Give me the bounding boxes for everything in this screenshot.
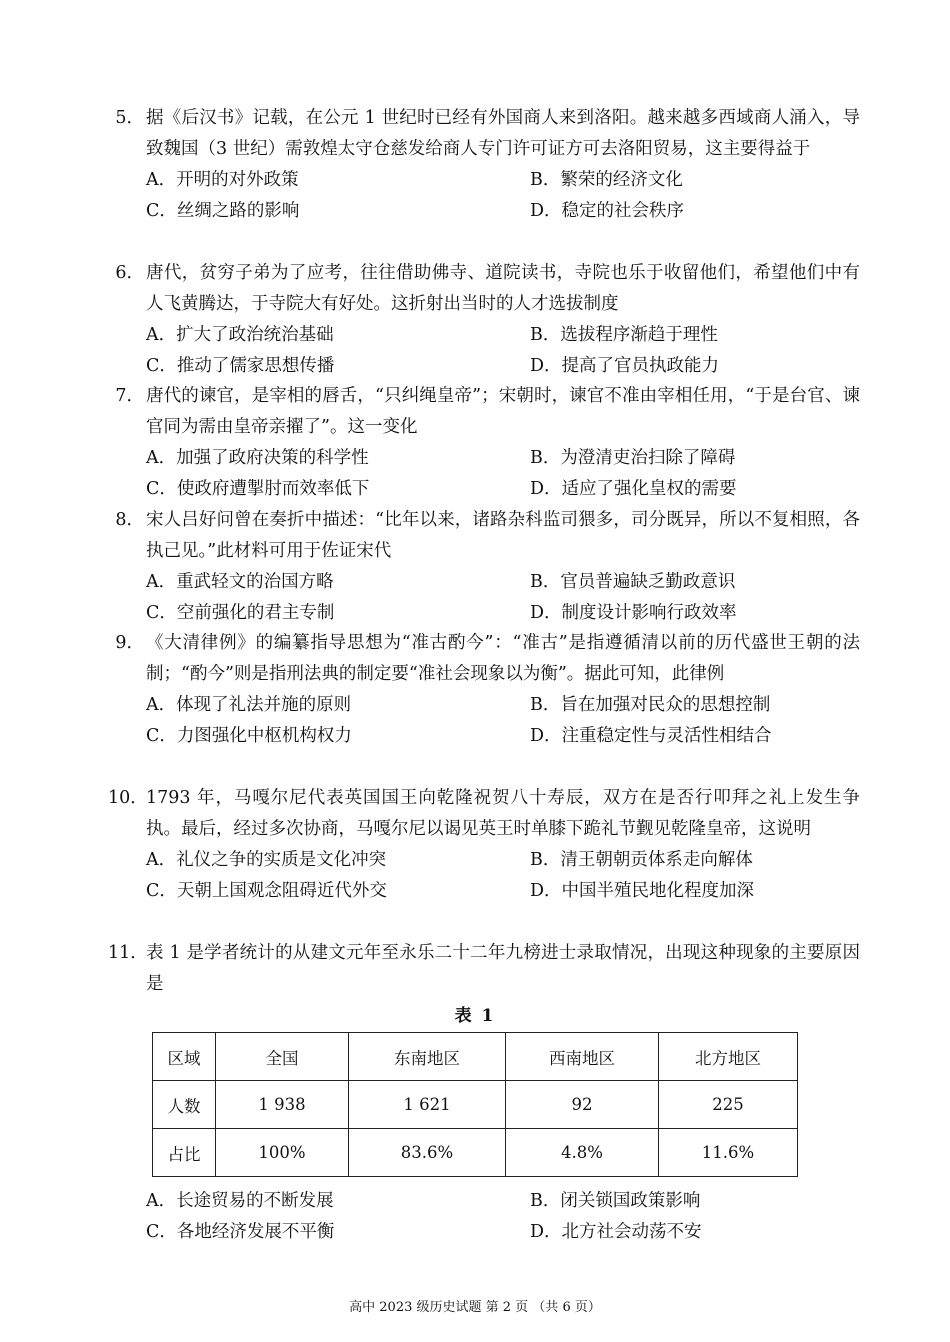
options xyxy=(146,165,860,227)
table-cell: 4.8% xyxy=(506,1129,659,1177)
option-d: D．提高了官员执政能力 xyxy=(530,356,720,376)
option-a: A．长途贸易的不断发展 xyxy=(146,1191,334,1211)
question-number: 8． xyxy=(115,510,144,530)
option-b: B．闭关锁国政策影响 xyxy=(530,1191,701,1211)
options xyxy=(146,1186,860,1248)
options xyxy=(146,690,860,752)
question-number: 9． xyxy=(115,633,144,653)
question-stem: 表 1 是学者统计的从建文元年至永乐二十二年九榜进士录取情况，出现这种现象的主要原因是 xyxy=(146,943,860,994)
question-number: 5． xyxy=(115,108,144,128)
question-number: 10． xyxy=(108,788,148,808)
option-a: A．加强了政府决策的科学性 xyxy=(146,448,369,468)
option-a: A．开明的对外政策 xyxy=(146,170,299,190)
table-header-row xyxy=(153,1033,798,1081)
question-7 xyxy=(108,381,860,505)
question-number: 7． xyxy=(115,386,144,406)
table-row-label: 人数 xyxy=(153,1081,216,1129)
question-stem: 据《后汉书》记载，在公元 1 世纪时已经有外国商人来到洛阳。越来越多西域商人涌入，导致魏国（3 世纪）需敦煌太守仓慈发给商人专门许可证方可去洛阳贸易，这主要得益于 xyxy=(146,108,860,159)
options xyxy=(146,567,860,629)
table-cell: 92 xyxy=(506,1081,659,1129)
table-cell: 225 xyxy=(659,1081,798,1129)
table-header-cell: 区域 xyxy=(153,1033,216,1081)
option-c: C．使政府遭掣肘而效率低下 xyxy=(146,479,370,499)
question-number: 11． xyxy=(108,943,148,963)
option-c: C．推动了儒家思想传播 xyxy=(146,356,335,376)
table-cell: 100% xyxy=(216,1129,349,1177)
table-cell: 11.6% xyxy=(659,1129,798,1177)
option-d: D．适应了强化皇权的需要 xyxy=(530,479,737,499)
option-c: C．空前强化的君主专制 xyxy=(146,603,335,623)
table-caption: 表 1 xyxy=(454,1006,496,1026)
table-cell: 83.6% xyxy=(349,1129,506,1177)
option-d: D．注重稳定性与灵活性相结合 xyxy=(530,726,772,746)
question-10 xyxy=(108,783,860,907)
option-d: D．稳定的社会秩序 xyxy=(530,201,685,221)
option-c: C．各地经济发展不平衡 xyxy=(146,1222,335,1242)
table-row xyxy=(153,1129,798,1177)
question-number: 6． xyxy=(115,263,144,283)
option-a: A．礼仪之争的实质是文化冲突 xyxy=(146,850,387,870)
table-cell: 1 621 xyxy=(349,1081,506,1129)
option-c: C．力图强化中枢机构权力 xyxy=(146,726,352,746)
option-b: B．选拔程序渐趋于理性 xyxy=(530,325,718,345)
option-d: D．中国半殖民地化程度加深 xyxy=(530,881,755,901)
table-cell: 1 938 xyxy=(216,1081,349,1129)
option-d: D．制度设计影响行政效率 xyxy=(530,603,737,623)
question-stem: 《大清律例》的编纂指导思想为“准古酌今”：“准古”是指遵循清以前的历代盛世王朝的法制；“酌今”则是指刑法典的制定要“准社会现象以为衡”。据此可知，此律例 xyxy=(146,633,860,684)
question-11-options xyxy=(108,1186,860,1248)
option-d: D．北方社会动荡不安 xyxy=(530,1222,702,1242)
table-header-cell: 北方地区 xyxy=(659,1033,798,1081)
option-a: A．重武轻文的治国方略 xyxy=(146,572,334,592)
option-a: A．扩大了政治统治基础 xyxy=(146,325,334,345)
table-header-cell: 西南地区 xyxy=(506,1033,659,1081)
option-c: C．丝绸之路的影响 xyxy=(146,201,300,221)
question-9 xyxy=(108,628,860,752)
option-b: B．官员普遍缺乏勤政意识 xyxy=(530,572,736,592)
table-header-cell: 东南地区 xyxy=(349,1033,506,1081)
option-b: B．旨在加强对民众的思想控制 xyxy=(530,695,771,715)
question-stem: 唐代，贫穷子弟为了应考，往往借助佛寺、道院读书，寺院也乐于收留他们，希望他们中有人飞黄腾达，于寺院大有好处。这折射出当时的人才选拔制度 xyxy=(146,263,860,314)
table-row xyxy=(153,1081,798,1129)
option-c: C．天朝上国观念阻碍近代外交 xyxy=(146,881,387,901)
option-a: A．体现了礼法并施的原则 xyxy=(146,695,352,715)
question-stem: 1793 年，马嘎尔尼代表英国国王向乾隆祝贺八十寿辰，双方在是否行叩拜之礼上发生争执。最后，经过多次协商，马嘎尔尼以谒见英王时单膝下跪礼节觐见乾隆皇帝，这说明 xyxy=(146,788,860,839)
option-b: B．繁荣的经济文化 xyxy=(530,170,683,190)
option-b: B．清王朝朝贡体系走向解体 xyxy=(530,850,753,870)
question-6 xyxy=(108,258,860,382)
question-11 xyxy=(108,938,860,1000)
options xyxy=(146,845,860,907)
question-stem: 唐代的谏官，是宰相的唇舌，“只纠绳皇帝”；宋朝时，谏官不准由宰相任用，“于是台官、谏官同为需由皇帝亲擢了”。这一变化 xyxy=(146,386,860,437)
table-header-cell: 全国 xyxy=(216,1033,349,1081)
options xyxy=(146,443,860,505)
statistics-table xyxy=(152,1032,798,1177)
question-5 xyxy=(108,103,860,227)
question-stem: 宋人吕好问曾在奏折中描述：“比年以来，诸路杂科监司猥多，司分既异，所以不复相照，各执己见。”此材料可用于佐证宋代 xyxy=(146,510,860,561)
options xyxy=(146,320,860,382)
question-8 xyxy=(108,505,860,629)
page-footer: 高中 2023 级历史试题 第 2 页 （共 6 页） xyxy=(349,1300,601,1315)
table-row-label: 占比 xyxy=(153,1129,216,1177)
option-b: B．为澄清吏治扫除了障碍 xyxy=(530,448,736,468)
